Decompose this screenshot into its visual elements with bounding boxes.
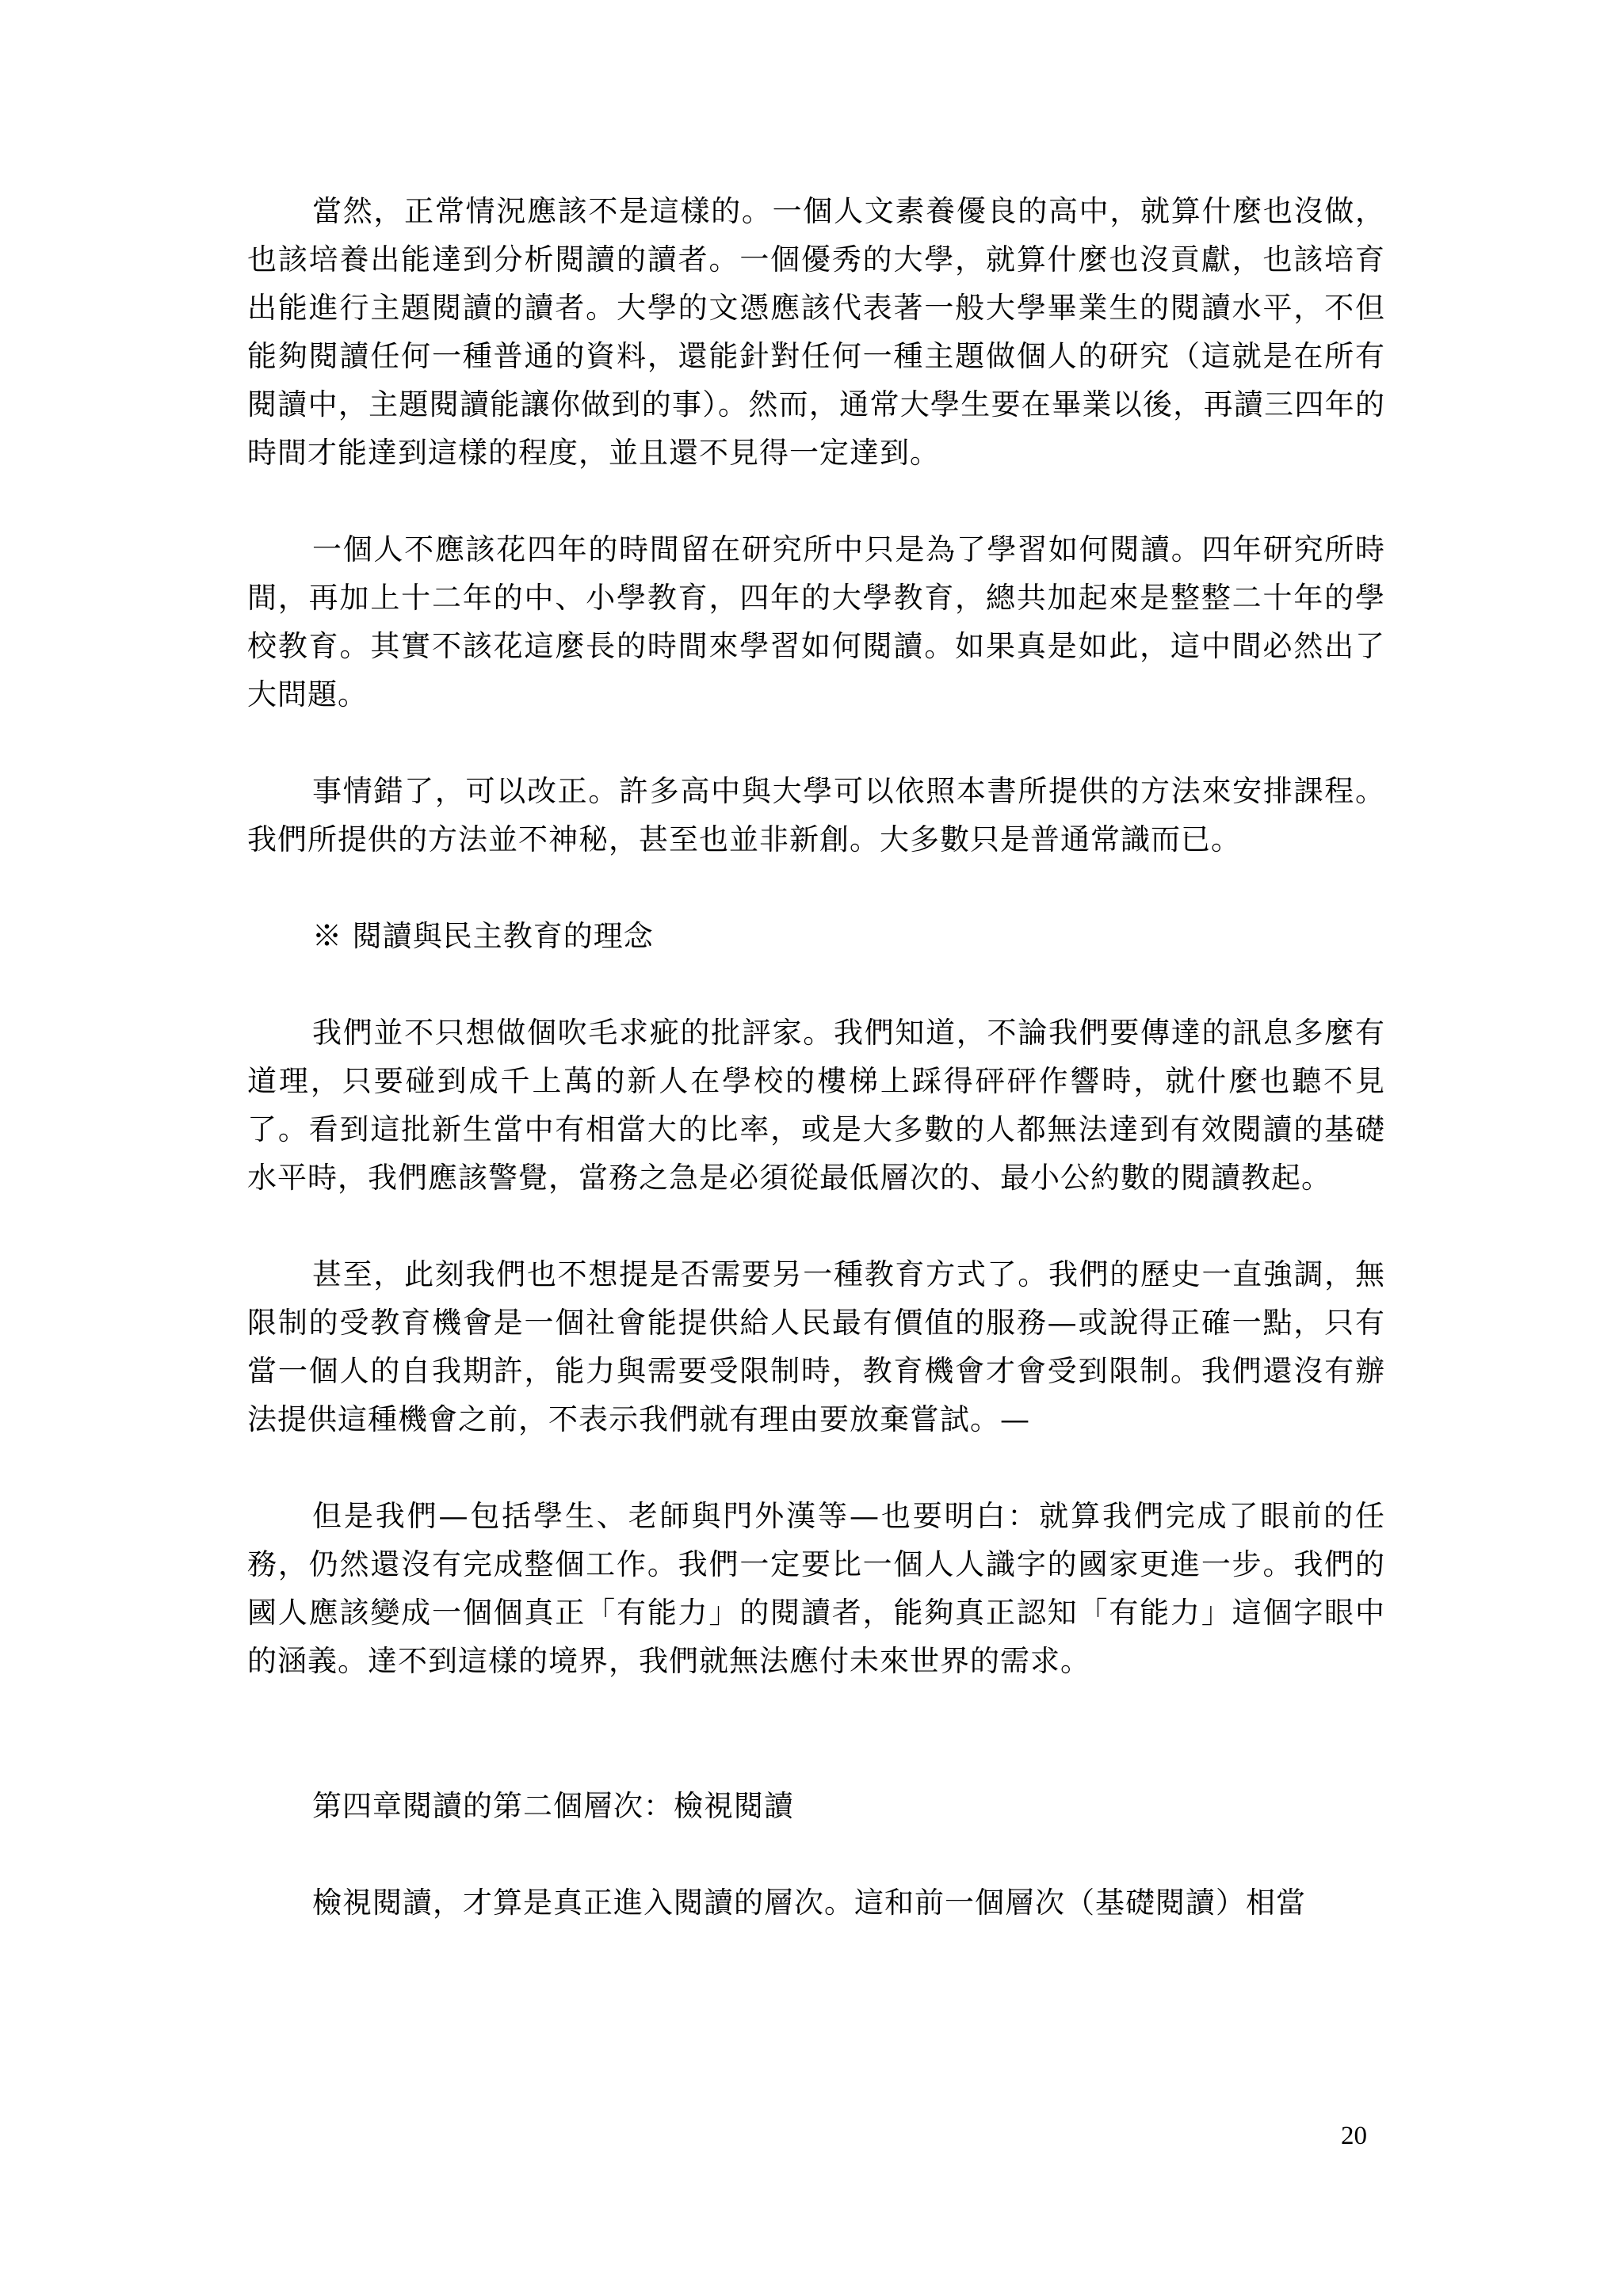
- paragraph-1: 當然，正常情況應該不是這樣的。一個人文素養優良的高中，就算什麼也沒做，也該培養出能達到分析閱讀的讀者。一個優秀的大學，就算什麼也沒貢獻，也該培育出能進行主題閱讀的讀者。大學的文憑應該代表著一般大學畢業生的閱讀水平，不但能夠閱讀任何一種普通的資料，還能針對任何一種主題做個人的研究（這就是在所有閱讀中，主題閱讀能讓你做到的事）。然而，通常大學生要在畢業以後，再讀三四年的時間才能達到這樣的程度，並且還不見得一定達到。: [247, 194, 1385, 470]
- page-number: 20: [1341, 2122, 1367, 2150]
- chapter-paragraph: 檢視閱讀，才算是真正進入閱讀的層次。這和前一個層次（基礎閱讀）相當: [312, 1886, 1306, 1920]
- section-heading: ※ 閱讀與民主教育的理念: [312, 919, 654, 953]
- section-paragraph-3: 但是我們—包括學生、老師與門外漢等—也要明白：就算我們完成了眼前的任務，仍然還沒有完成整個工作。我們一定要比一個人人識字的國家更進一步。我們的國人應該變成一個個真正「有能力」的閱讀者，能夠真正認知「有能力」這個字眼中的涵義。達不到這樣的境界，我們就無法應付未來世界的需求。: [247, 1499, 1385, 1678]
- chapter-title: 第四章閱讀的第二個層次：檢視閱讀: [312, 1789, 794, 1823]
- paragraph-2: 一個人不應該花四年的時間留在研究所中只是為了學習如何閱讀。四年研究所時間，再加上十二年的中、小學教育，四年的大學教育，總共加起來是整整二十年的學校教育。其實不該花這麼長的時間來學習如何閱讀。如果真是如此，這中間必然出了大問題。: [247, 532, 1385, 711]
- section-paragraph-2: 甚至，此刻我們也不想提是否需要另一種教育方式了。我們的歷史一直強調，無限制的受教育機會是一個社會能提供給人民最有價值的服務—或說得正確一點，只有當一個人的自我期許，能力與需要受限制時，教育機會才會受到限制。我們還沒有辦法提供這種機會之前，不表示我們就有理由要放棄嘗試。—: [247, 1257, 1385, 1436]
- page-content: [247, 187, 1385, 1975]
- paragraph-3: 事情錯了，可以改正。許多高中與大學可以依照本書所提供的方法來安排課程。我們所提供的方法並不神秘，甚至也並非新創。大多數只是普通常識而已。: [247, 774, 1385, 856]
- section-paragraph-1: 我們並不只想做個吹毛求疵的批評家。我們知道，不論我們要傳達的訊息多麼有道理，只要碰到成千上萬的新人在學校的樓梯上踩得砰砰作響時，就什麼也聽不見了。看到這批新生當中有相當大的比率，或是大多數的人都無法達到有效閱讀的基礎水平時，我們應該警覺，當務之急是必須從最低層次的、最小公約數的閱讀教起。: [247, 1016, 1385, 1195]
